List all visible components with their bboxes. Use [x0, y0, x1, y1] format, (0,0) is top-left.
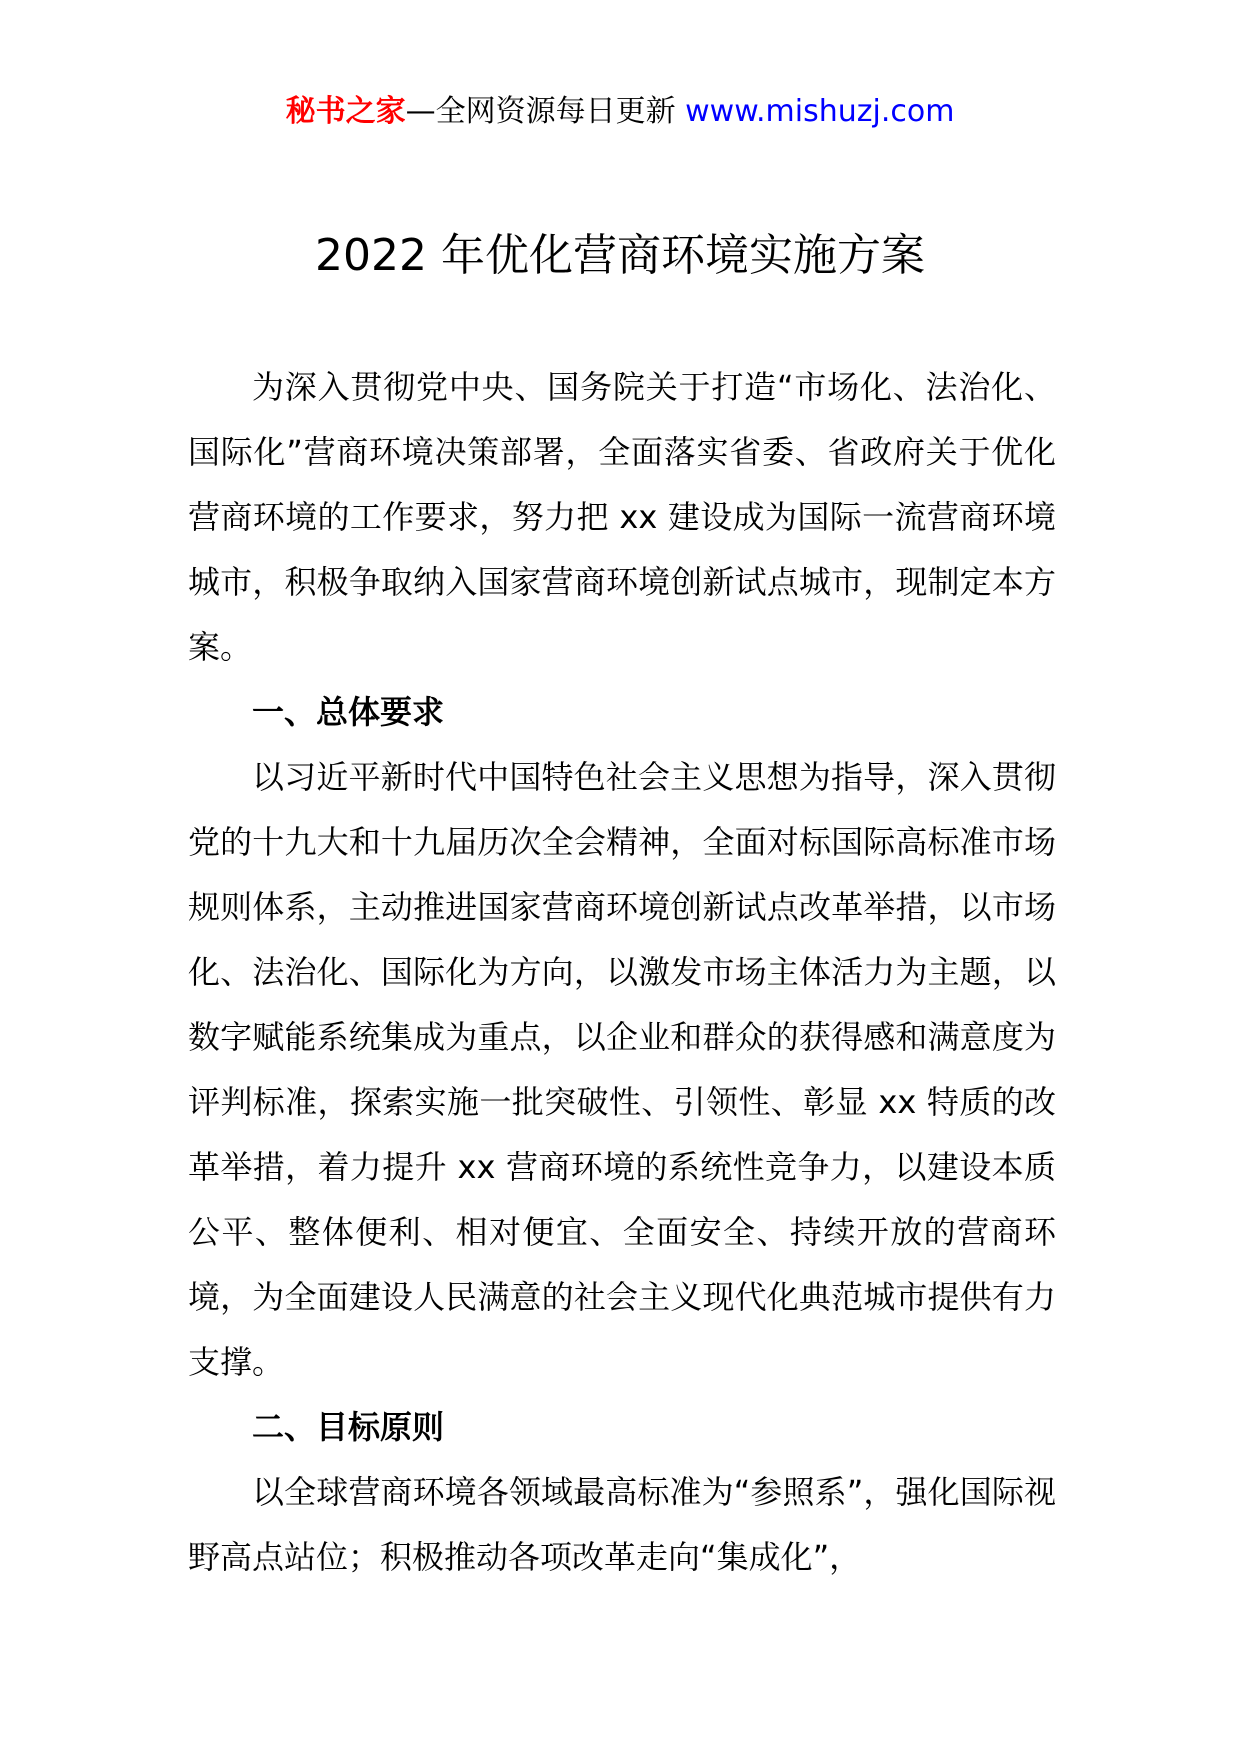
section-heading-overall-requirements: 一、总体要求 [252, 693, 445, 731]
intro-paragraph: 为深入贯彻党中央、国务院关于打造“市场化、法治化、国际化”营商环境决策部署，全面落实省委、省政府关于优化营商环境的工作要求，努力把 xx 建设成为国际一流营商环境城市，积极争取纳入国家营商环境创新试点城市，现制定本方案。 [188, 368, 1056, 666]
document-title: 2022 年优化营商环境实施方案 [315, 230, 925, 281]
header-slogan: —全网资源每日更新 [405, 94, 686, 129]
overall-requirements-paragraph: 以习近平新时代中国特色社会主义思想为指导，深入贯彻党的十九大和十九届历次全会精神，全面对标国际高标准市场规则体系，主动推进国家营商环境创新试点改革举措，以市场化、法治化、国际化为方向，以激发市场主体活力为主题，以数字赋能系统集成为重点，以企业和群众的获得感和满意度为评判标准，探索实施一批突破性、引领性、彰显 xx 特质的改革举措，着力提升 xx 营商环境的系统性竞争力，以建设本质公平、整体便利、相对便宜、全面安全、持续开放的营商环境，为全面建设人民满意的社会主义现代化典范城市提供有力支撑。 [188, 758, 1056, 1381]
brand-name: 秘书之家 [285, 94, 406, 129]
site-header [0, 92, 1240, 132]
site-url-link[interactable]: www.mishuzj.com [685, 94, 955, 129]
section-heading-goals-principles: 二、目标原则 [252, 1408, 445, 1446]
goals-principles-paragraph: 以全球营商环境各领域最高标准为“参照系”，强化国际视野高点站位；积极推动各项改革走向“集成化”， [188, 1473, 1056, 1576]
document-body [188, 355, 1056, 1590]
